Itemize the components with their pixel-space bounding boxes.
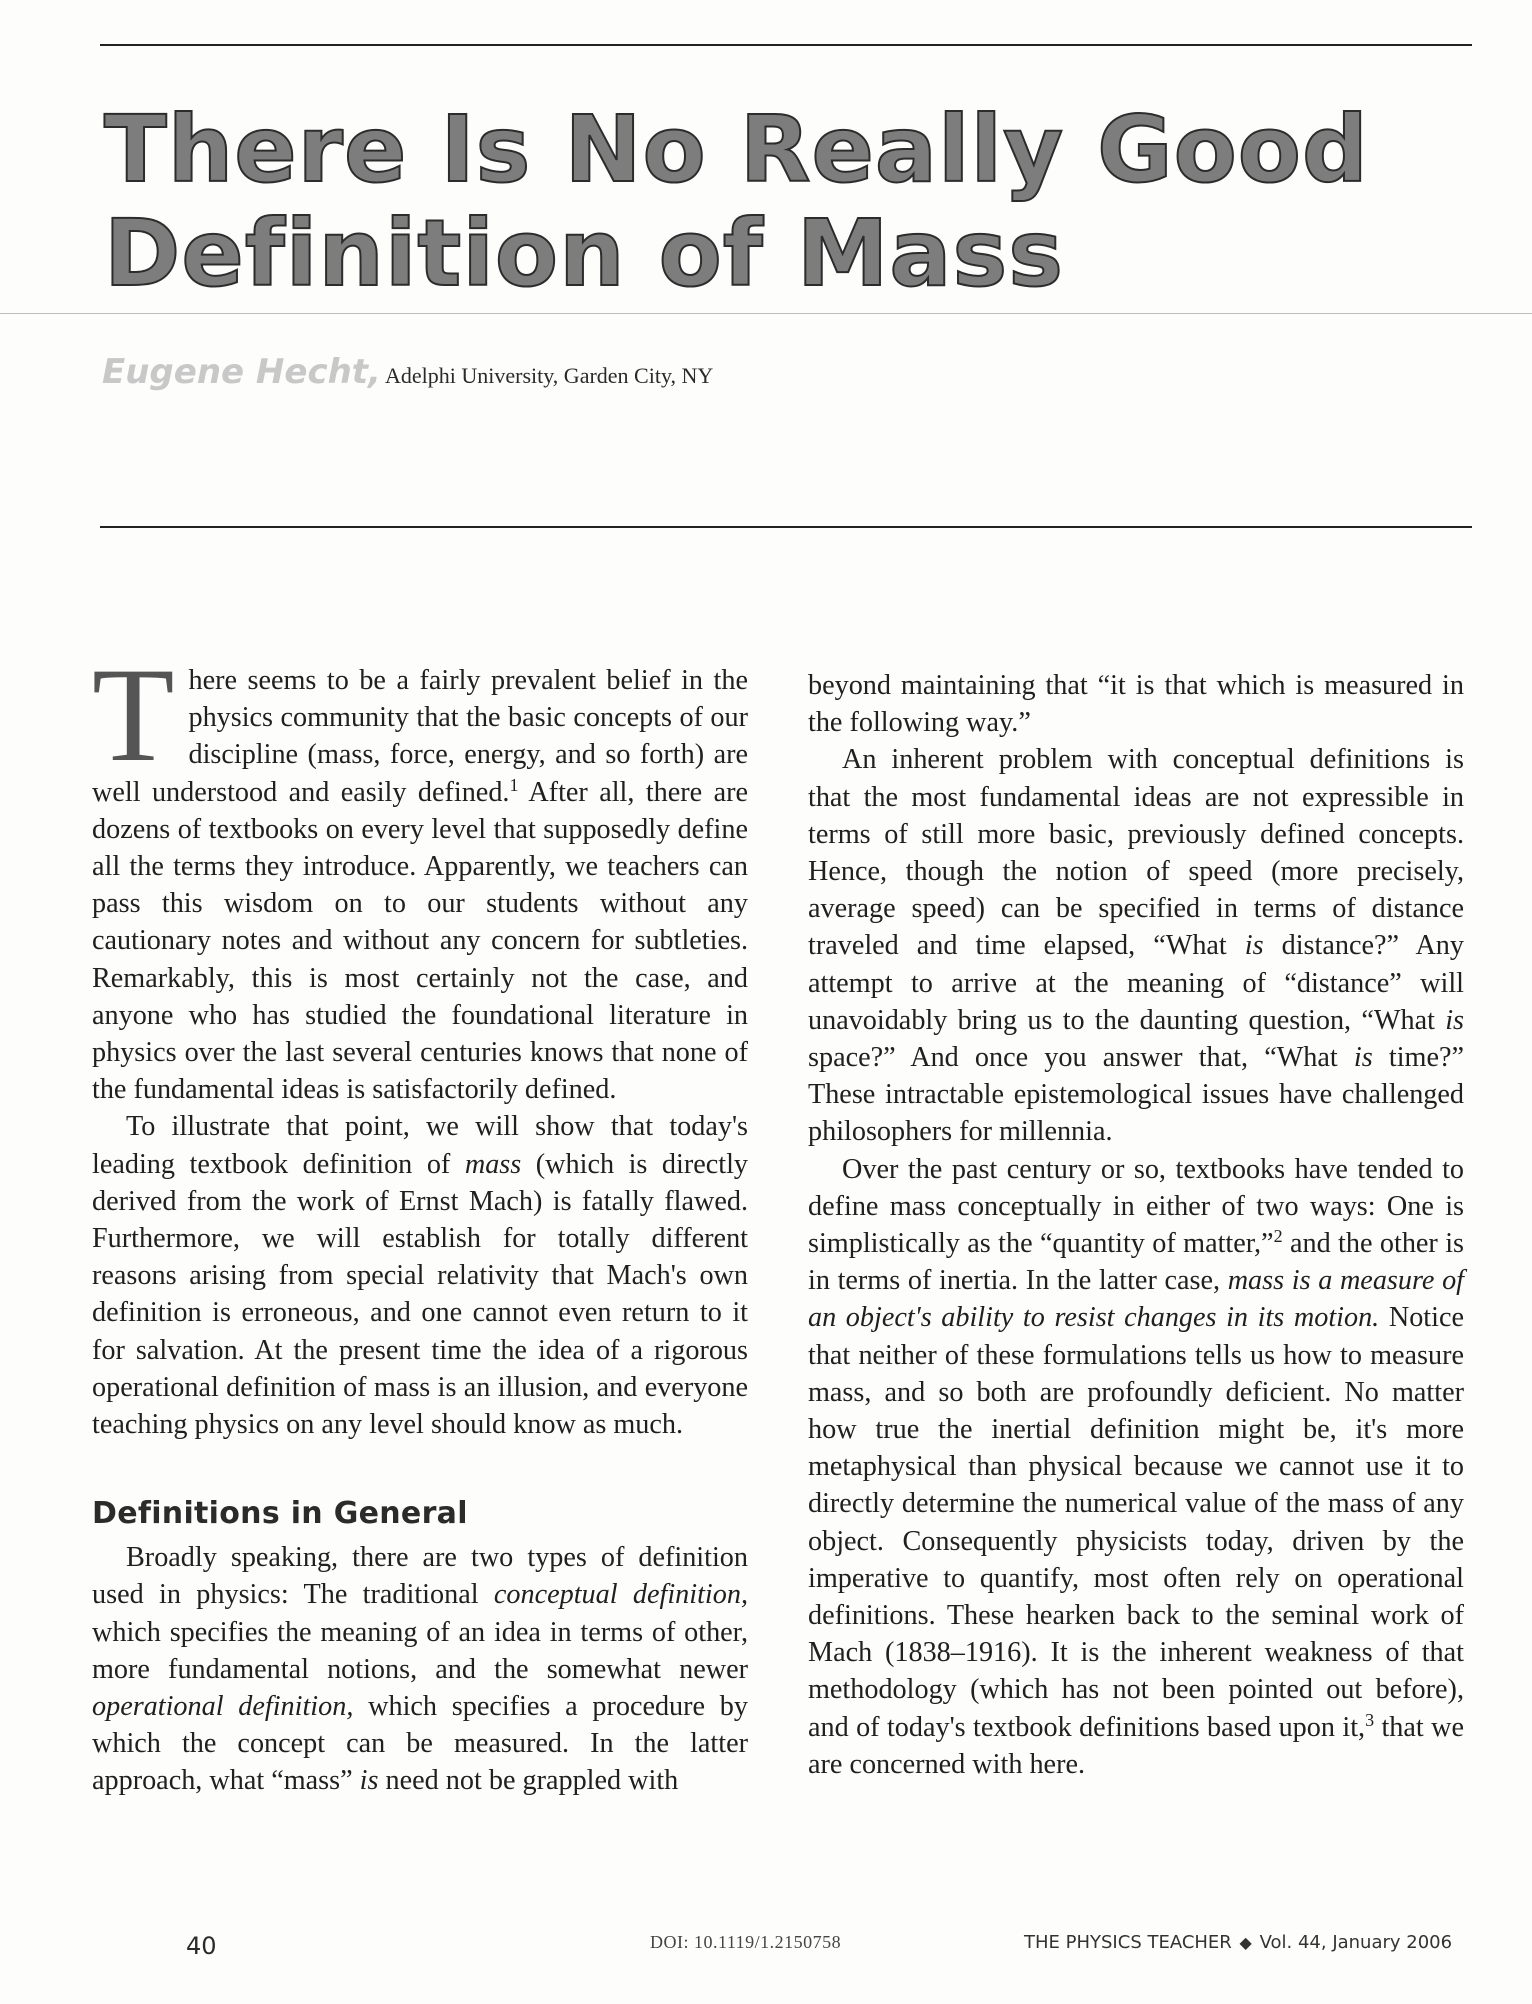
diamond-separator-icon: ◆ [1239, 1933, 1252, 1952]
title-line-2: Definition of Mass [104, 200, 1065, 307]
paragraph-text: and the other is in terms of inertia. In the latter case, [808, 1228, 1464, 1297]
emphasis-is: is [1353, 1042, 1373, 1074]
journal-issue: Vol. 44, January 2006 [1259, 1932, 1453, 1953]
journal-info [1024, 1932, 1452, 1953]
paragraph-text: which specifies a procedure by which the concept can be measured. In the latter approach, what “mass” [92, 1691, 748, 1797]
emphasis-is: is [1445, 1004, 1464, 1036]
paragraph-continued: beyond maintaining that “it is that which is measured in the following way.” [808, 670, 1464, 739]
paragraph-past-century [808, 1151, 1464, 1783]
paragraph-text: Over the past century or so, textbooks have tended to define mass conceptually in either of two ways: One is simplistically as the “quantity of matter,” [808, 1153, 1464, 1260]
page-number: 40 [186, 1932, 217, 1960]
intro-paragraph [92, 641, 748, 1108]
footnote-ref-3[interactable]: 3 [1365, 1709, 1375, 1730]
paragraph-inherent-problem [808, 741, 1464, 1150]
emphasis-is: is [1244, 930, 1264, 962]
paragraph-text: Notice that neither of these formulations tells us how to measure mass, and so both are profoundly deficient. No matter how true the inertial definition might be, it's more metaphysical than physical because we cannot use it to directly determine the numerical value of the mass of any object. Consequently physicists today, driven by the imperative to quantify, most often rely on operational definitions. These hearken back to the seminal work of Mach (1838–1916). It is the inherent weakness of that methodology (which has not been pointed out before), and of today's textbook definitions based upon it, [808, 1302, 1464, 1743]
paragraph-definitions [92, 1539, 748, 1799]
scan-edge-line [0, 313, 1532, 314]
journal-name: THE PHYSICS TEACHER [1024, 1932, 1232, 1953]
emphasis-is: is [359, 1765, 379, 1797]
paragraph-text: Broadly speaking, there are two types of definition used in physics: The traditional [92, 1542, 748, 1611]
left-column [92, 641, 749, 1800]
doi-label[interactable]: DOI: 10.1119/1.2150758 [650, 1932, 842, 1952]
paragraph-text: that we are concerned with here. [808, 1711, 1464, 1780]
paragraph-text: which specifies the meaning of an idea in terms of other, more fundamental notions, and the somewhat newer [92, 1616, 748, 1685]
paragraph-text: need not be grappled with [378, 1765, 679, 1797]
paragraph-text: distance?” Any attempt to arrive at the meaning of “distance” will unavoidably bring us to the daunting question, “What [808, 930, 1464, 1036]
header-rule [100, 526, 1472, 528]
title-line-1: There Is No Really Good [104, 96, 1369, 203]
byline [102, 352, 713, 392]
article-title [104, 98, 1369, 306]
intro-text-b: After all, there are dozens of textbooks on every level that supposedly define all the terms they introduce. Apparently, we teachers can pass this wisdom on to our students without any cautionary notes and without any concern for subtleties. Remarkably, this is most certainly not the case, and anyone who has studied the foundational literature in physics over the last several centuries knows that none of the fundamental ideas is satisfactorily defined. [92, 776, 748, 1106]
drop-cap: T [92, 641, 175, 790]
top-rule [100, 44, 1472, 46]
emphasis-inertia-definition: mass is a measure of an object's ability to resist changes in its motion. [808, 1265, 1464, 1334]
emphasis-conceptual: conceptual definition, [493, 1579, 748, 1611]
right-column [808, 667, 1464, 1783]
emphasis-mass: mass [464, 1148, 522, 1180]
paragraph-text: An inherent problem with conceptual definitions is that the most fundamental ideas are not expressible in terms of still more basic, previously defined concepts. Hence, though the notion of speed (more precisely, average speed) can be specified in terms of distance traveled and time elapsed, “What [808, 744, 1464, 962]
intro-text-a: here seems to be a fairly prevalent belief in the physics community that the basic concepts of our discipline (mass, force, energy, and so forth) are well understood and easily defined. [92, 665, 748, 808]
paragraph-text: To illustrate that point, we will show that today's leading textbook definition of [92, 1111, 748, 1180]
footnote-ref-1[interactable]: 1 [509, 774, 519, 795]
paragraph-illustrate [92, 1108, 748, 1443]
footnote-ref-2[interactable]: 2 [1273, 1226, 1283, 1247]
section-heading: Definitions in General [92, 1496, 468, 1532]
paragraph-text: (which is directly derived from the work of Ernst Mach) is fatally flawed. Furthermore, we will establish for totally different reasons arising from special relativity that Mach's own definition is erroneous, and one cannot even return to it for salvation. At the present time the idea of a rigorous operational definition of mass is an illusion, and everyone teaching physics on any level should know as much. [92, 1148, 749, 1441]
paragraph-text: space?” And once you answer that, “What [808, 1042, 1354, 1074]
author-name: Eugene Hecht, [102, 352, 381, 392]
author-affiliation: Adelphi University, Garden City, NY [384, 363, 714, 388]
emphasis-operational: operational definition, [92, 1691, 354, 1723]
paragraph-text: time?” These intractable epistemological issues have challenged philosophers for millennia. [808, 1042, 1464, 1148]
